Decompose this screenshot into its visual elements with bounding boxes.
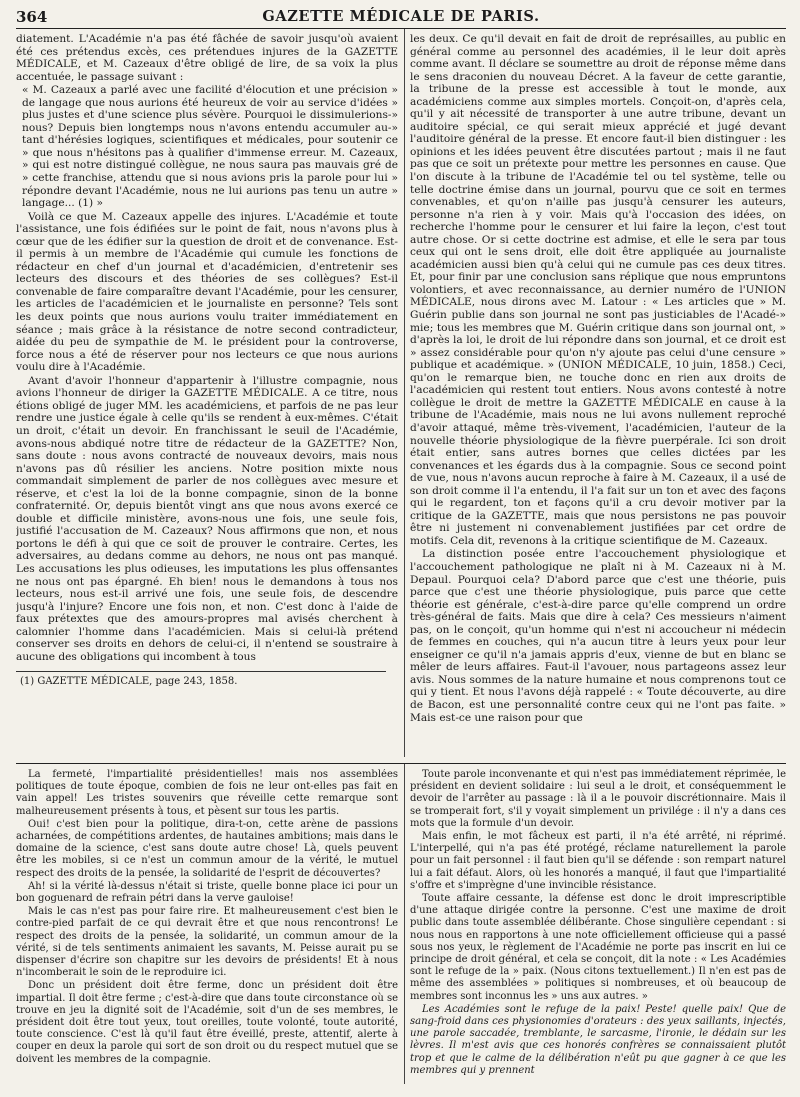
- paragraph: les deux. Ce qu'il devait en fait de droit de représailles, au public en général comme au personnel des académies, il le leur doit après comme avant. Il déclare se soumettre au droit de réponse même dans le sens draconien du nouveau Décret. A la faveur de cette garantie, la tribune de la presse est accessible à tout le monde, aux académiciens comme aux simples mortels. Conçoit-on, d'après cela, qu'il y ait nécessité de transporter à une autre tribune, devant un auditoire spécial, ce qui serait mieux apprécié et jugé devant l'auditoire général de la presse. Et encore faut-il bien distinguer : les opinions et les idées peuvent être discutées partout ; mais il ne faut pas que ce soit un prétexte pour mettre les personnes en cause. Que l'on discute à la tribune de l'Académie tel ou tel système, telle ou telle doctrine émise dans un journal, pourvu que ce soit en termes convenables, et qu'on n'aille pas jusqu'à censurer les auteurs, personne n'a rien à y voir. Mais qu'à l'occasion des idées, on recherche l'homme pour le censurer et lui faire la leçon, c'est tout autre chose. Or si cette doctrine est admise, et elle le sera par tous ceux qui ont le sens droit, elle doit être appliquée au journaliste académicien aussi bien qu'à celui qui ne cumule pas ces deux titres. Et, pour finir par une conclusion sans réplique que nous empruntons volontiers, et avec reconnaissance, au dernier numéro de l'UNION MÉDICALE, nous dirons avec M. Latour : « Les articles que » M. Guérin publie dans son journal ne sont pas justiciables de l'Acadé-» mie; tous les membres que M. Guérin critique dans son journal ont, » d'après la loi, le droit de lui répondre dans son journal, et ce droit est » assez considérable pour qu'on n'y ajoute pas celui d'une censure » publique et académique. » (UNION MÉDICALE, 10 juin, 1858.) Ceci, qu'on le remarque bien, ne touche donc en rien aux droits de l'académicien qui restent tout entiers. Nous avons contesté à notre collègue le droit de mettre la GAZETTE MÉDICALE en cause à la tribune de l'Académie, mais nous ne lui avons nullement reproché d'avoir attaqué, même très-vivement, l'académicien, l'auteur de la nouvelle théorie physiologique de la fièvre puerpérale. Ici son droit était entier, sans autres bornes que celles dictées par les convenances et les égards dus à la compagnie. Sous ce second point de vue, nous n'avons aucun reproche à faire à M. Cazeaux, il a usé de son droit comme il l'a entendu, il l'a fait sur un ton et avec des façons qui le regardent, ton et façons qu'il a cru devoir motiver par la critique de la GAZETTE, mais que nous persistons ne pas pouvoir être ni justement ni convenablement justifiées par cet ordre de motifs. Cela dit, revenons à la critique scientifique de M. Cazeaux.: [410, 33, 786, 547]
- bottom-right-column: [410, 769, 786, 1078]
- paragraph: Donc un président doit être ferme, donc un président doit être impartial. Il doit être ferme ; c'est-à-dire que dans toute circonstance où se trouve en jeu la dignité soit de l'Académie, soit d'un de ses membres, le président doit être tout yeux, tout oreilles, toute volonté, toute autorité, toute conscience. C'est là qu'il faut être éveillé, preste, attentif, alerte à couper en deux la parole qui sort de son droit ou du respect mutuel que se doivent les membres de la compagnie.: [16, 980, 398, 1065]
- top-left-column: [16, 33, 398, 689]
- footnote: (1) GAZETTE MÉDICALE, page 243, 1858.: [20, 676, 238, 688]
- top-right-column: [410, 33, 786, 725]
- paragraph: Mais enfin, le mot fâcheux est parti, il n'a été arrêté, ni réprimé. L'interpellé, qui n'a pas été protégé, réclame naturellement la parole pour un fait personnel : il faut bien qu'il se défende : son rempart naturel lui a fait défaut. Alors, où les honorés a manqué, il faut que l'impartialité s'offre et s'imprègne d'une invincible résistance.: [410, 831, 786, 891]
- paragraph: Les Académies sont le refuge de la paix! Peste! quelle paix! Que de sang-froid dans ces physionomies d'orateurs : des yeux saillants, injectés, une parole saccadée, tremblante, le sarcasme, l'ironie, le dédain sur les lèvres. Il m'est avis que ces honorés confrères se connaissaient plutôt trop et que le calme de la délibération n'eût pu que gagner à ce que les membres qui y prennent: [410, 1003, 786, 1076]
- paragraph: diatement. L'Académie n'a pas été fâchée de savoir jusqu'où avaient été ces prétendus excès, ces prétendues injures de la GAZETTE MÉDICALE, et M. Cazeaux d'être obligé de lire, de sa voix la plus accentuée, le passage suivant :: [16, 33, 398, 83]
- paragraph: Toute affaire cessante, la défense est donc le droit imprescriptible d'une attaque dirigée contre la personne. C'est une maxime de droit public dans toute assemblée délibérante. Chose singulière cependant : si nous nous en rapportons à une note officiellement officieuse qui a passé sous nos yeux, le règlement de l'Académie ne porte pas inscrit en lui ce principe de droit général, et cela se conçoit, dit la note : « Les Académies sont le refuge de la » paix. (Nous citons textuellement.) Il n'en est pas de même des assemblées » politiques si nombreuses, et où beaucoup de membres sont inconnus les » uns aux autres. »: [410, 893, 786, 1002]
- quotation: « M. Cazeaux a parlé avec une facilité d'élocution et une précision » de langage que nous aurions été heureux de voir au service d'idées » plus justes et d'une science plus sévère. Pourquoi le dissimulerions-» nous? Depuis bien longtemps nous n'avons entendu accumuler au-» tant d'hérésies logiques, scientifiques et médicales, pour soutenir ce » que nous n'hésitons pas à qualifier d'immense erreur. M. Cazeaux, » qui est notre distingué collègue, ne nous saura pas mauvais gré de » cette franchise, attendu que si nous avions pris la parole pour lui » répondre devant l'Académie, nous ne lui aurions pas tenu un autre » langage... (1) »: [22, 84, 398, 210]
- paragraph: Ah! si la vérité là-dessus n'était si triste, quelle bonne place ici pour un bon goguenard de refrain pétri dans la verve gauloise!: [16, 880, 398, 905]
- paragraph: Avant d'avoir l'honneur d'appartenir à l'illustre compagnie, nous avions l'honneur de diriger la GAZETTE MÉDICALE. A ce titre, nous étions obligé de juger MM. les académiciens, et parfois de ne pas leur rendre une justice égale à celle qu'ils se rendent à eux-mêmes. C'était un droit, c'était un devoir. En franchissant le seuil de l'Académie, avons-nous abdiqué notre titre de rédacteur de la GAZETTE? Non, sans doute : nous avons contracté de nouveaux devoirs, mais nous n'avons pas dû résilier les anciens. Notre position mixte nous commandait simplement de parler de nos collègues avec mesure et réserve, et c'est la loi de la bonne compagnie, sinon de la bonne confraternité. Or, depuis bientôt vingt ans que nous avons exercé ce double et difficile ministère, avons-nous une fois, une seule fois, justifié l'accusation de M. Cazeaux? Nous affirmons que non, et nous portons le défi à qui que ce soit de prouver le contraire. Certes, les adversaires, au dedans comme au dehors, ne nous ont pas manqué. Les accusations les plus odieuses, les imputations les plus offensantes ne nous ont pas épargné. Eh bien! nous le demandons à tous nos lecteurs, nous est-il arrivé une fois, une seule fois, de descendre jusqu'à l'injure? Encore une fois non, et non. C'est donc à l'aide de faux prétextes que des amours-propres mal avisés cherchent à calomnier l'homme dans l'académicien. Mais si celui-là prétend conserver ses droits en dehors de celui-ci, il n'entend se soustraire à aucune des obligations qui incombent à tous: [16, 374, 398, 663]
- page-number: 364: [16, 8, 48, 26]
- top-section: [16, 29, 786, 757]
- column-divider: [404, 29, 405, 757]
- paragraph: Oui! c'est bien pour la politique, dira-t-on, cette arène de passions acharnées, de compétitions ardentes, de hautaines ambitions; mais dans le domaine de la science, c'est sans doute autre chose! Là, quels peuvent être les mobiles, si ce n'est un commun amour de la vérité, le mutuel respect des droits de la pensée, la solidarité de l'esprit de découvertes?: [16, 818, 398, 879]
- column-divider: [404, 764, 405, 1084]
- bottom-left-column: [16, 769, 398, 1067]
- paragraph: La fermeté, l'impartialité présidentielles! mais nos assemblées politiques de toute époque, combien de fois ne leur ont-elles pas fait en vain appel! Les tristes souvenirs que réveille cette remarque sont malheureusement présents à tous, et pèsent sur tous les partis.: [16, 769, 398, 817]
- paragraph: Voilà ce que M. Cazeaux appelle des injures. L'Académie et toute l'assistance, une fois édifiées sur le point de fait, nous n'avons plus à cœur que de les édifier sur la question de droit et de convenance. Est-il permis à un membre de l'Académie qui cumule les fonctions de rédacteur en chef d'un journal et d'académicien, d'entretenir ses lecteurs des discours et des théories de ses collègues? Est-il convenable de faire comparaître devant l'Académie, pour les censurer, les articles de l'académicien et le journaliste en personne? Tels sont les deux points que nous aurions voulu traiter immédiatement en séance ; mais grâce à la résistance de notre second contradicteur, aidée du peu de sympathie de M. le président pour la controverse, force nous a été de réserver pour nos lecteurs ce que nous aurions voulu dire à l'Académie.: [16, 210, 398, 374]
- paragraph: La distinction posée entre l'accouchement physiologique et l'accouchement pathologique ne plaît ni à M. Cazeaux ni à M. Depaul. Pourquoi cela? D'abord parce que c'est une théorie, puis parce que c'est une théorie physiologique, puis parce que cette théorie est générale, c'est-à-dire parce qu'elle comprend un ordre très-général de faits. Mais que dire à cela? Ces messieurs n'aiment pas, on le conçoit, qu'un homme qui n'est ni accoucheur ni médecin de femmes en couches, qui n'a aucun titre à leurs yeux pour leur enseigner ce qu'il n'a jamais appris d'eux, vienne de but en blanc se mêler de leurs affaires. Faut-il l'avouer, nous partageons assez leur avis. Nous sommes de la nature humaine et nous comprenons tout ce qui y tient. Et nous l'avons déjà rappelé : « Toute découverte, au dire de Bacon, est une personnalité contre ceux qui ne l'ont pas faite. » Mais est-ce une raison pour que: [410, 548, 786, 724]
- paragraph: Toute parole inconvenante et qui n'est pas immédiatement réprimée, le président en devient solidaire : lui seul a le droit, et conséquemment le devoir de l'arrêter au passage : là il a le pouvoir discrétionnaire. Mais il se tromperait fort, s'il y voyait simplement un privilége : il n'y a dans ces mots que la formule d'un devoir.: [410, 769, 786, 829]
- bottom-section: [16, 764, 786, 1084]
- page-header: [16, 6, 786, 29]
- page-title: GAZETTE MÉDICALE DE PARIS.: [262, 8, 540, 25]
- footnote-rule: [16, 671, 386, 672]
- paragraph: Mais le cas n'est pas pour faire rire. Et malheureusement c'est bien le contre-pied parfait de ce qui devrait être et que nous rencontrons! Le respect des droits de la pensée, la solidarité, un commun amour de la vérité, si de tels sentiments animaient les savants, M. Peisse aurait pu se dispenser d'écrire son chapitre sur les devoirs de présidents! Et à nous n'incomberait le soin de le reproduire ici.: [16, 906, 398, 979]
